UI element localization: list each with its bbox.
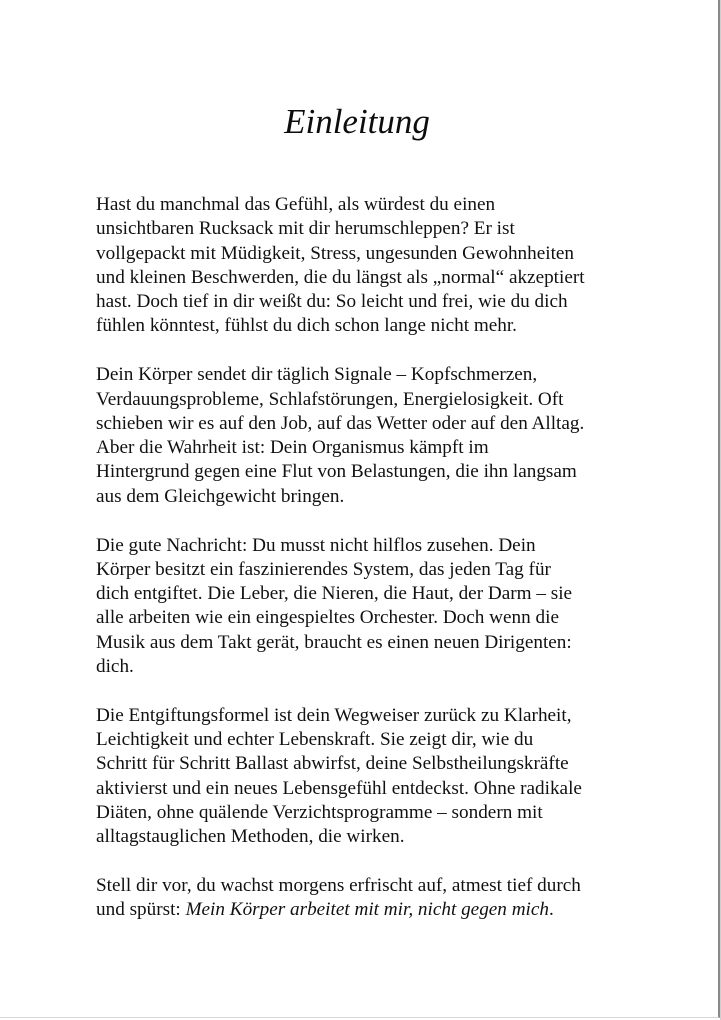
text-line: dich entgiftet. Die Leber, die Nieren, die Haut, der Darm – sie — [96, 583, 573, 605]
text-line: Verdauungsprobleme, Schlafstörungen, Energielosigkeit. Oft — [96, 388, 564, 410]
text-line: dich. — [96, 656, 134, 678]
text-line: alle arbeiten wie ein eingespieltes Orchester. Doch wenn die — [96, 607, 559, 629]
text-line: Körper besitzt ein faszinierendes System, das jeden Tag für — [96, 558, 551, 580]
emphasized-quote: Mein Körper arbeitet mit mir, nicht gegen mich — [185, 899, 549, 921]
text-line: und kleinen Beschwerden, die du längst als „normal“ akzeptiert — [96, 266, 585, 288]
text-line: hast. Doch tief in dir weißt du: So leicht und frei, wie du dich — [96, 291, 568, 313]
text-line: Leichtigkeit und echter Lebenskraft. Sie zeigt dir, wie du — [96, 729, 534, 751]
text-line: Die Entgiftungsformel ist dein Wegweiser zurück zu Klarheit, — [96, 704, 572, 726]
text-line: schieben wir es auf den Job, auf das Wetter oder auf den Alltag. — [96, 412, 585, 434]
text-line: Diäten, ohne quälende Verzichtsprogramme – sondern mit — [96, 802, 543, 824]
paragraph-5 — [96, 874, 636, 923]
chapter-body — [96, 193, 636, 947]
paragraph-2 — [96, 363, 636, 509]
text-line: Die gute Nachricht: Du musst nicht hilflos zusehen. Dein — [96, 534, 536, 556]
text-period: . — [549, 899, 554, 921]
paragraph-4 — [96, 704, 636, 850]
text-line: Musik aus dem Takt gerät, braucht es einen neuen Dirigenten: — [96, 631, 572, 653]
text-line: Hast du manchmal das Gefühl, als würdest du einen — [96, 194, 496, 215]
text-line: unsichtbaren Rucksack mit dir herumschleppen? Er ist — [96, 218, 515, 240]
text-line: Schritt für Schritt Ballast abwirfst, deine Selbstheilungskräfte — [96, 753, 569, 775]
text-line: Aber die Wahrheit ist: Dein Organismus kämpft im — [96, 437, 489, 459]
text-line: aus dem Gleichgewicht bringen. — [96, 485, 345, 507]
text-line — [96, 898, 636, 922]
text-plain: und spürst: — [96, 899, 186, 921]
paragraph-3 — [96, 534, 636, 680]
paragraph-1 — [96, 193, 636, 339]
text-line: Stell dir vor, du wachst morgens erfrischt auf, atmest tief durch — [96, 875, 581, 897]
text-line: Hintergrund gegen eine Flut von Belastungen, die ihn langsam — [96, 461, 577, 483]
chapter-title: Einleitung — [284, 102, 430, 141]
text-line: Dein Körper sendet dir täglich Signale – Kopfschmerzen, — [96, 364, 538, 386]
text-line: fühlen könntest, fühlst du dich schon lange nicht mehr. — [96, 315, 517, 337]
text-line: vollgepackt mit Müdigkeit, Stress, ungesunden Gewohnheiten — [96, 242, 575, 264]
text-line: aktivierst und ein neues Lebensgefühl entdeckst. Ohne radikale — [96, 777, 582, 799]
text-line: alltagstauglichen Methoden, die wirken. — [96, 826, 405, 848]
